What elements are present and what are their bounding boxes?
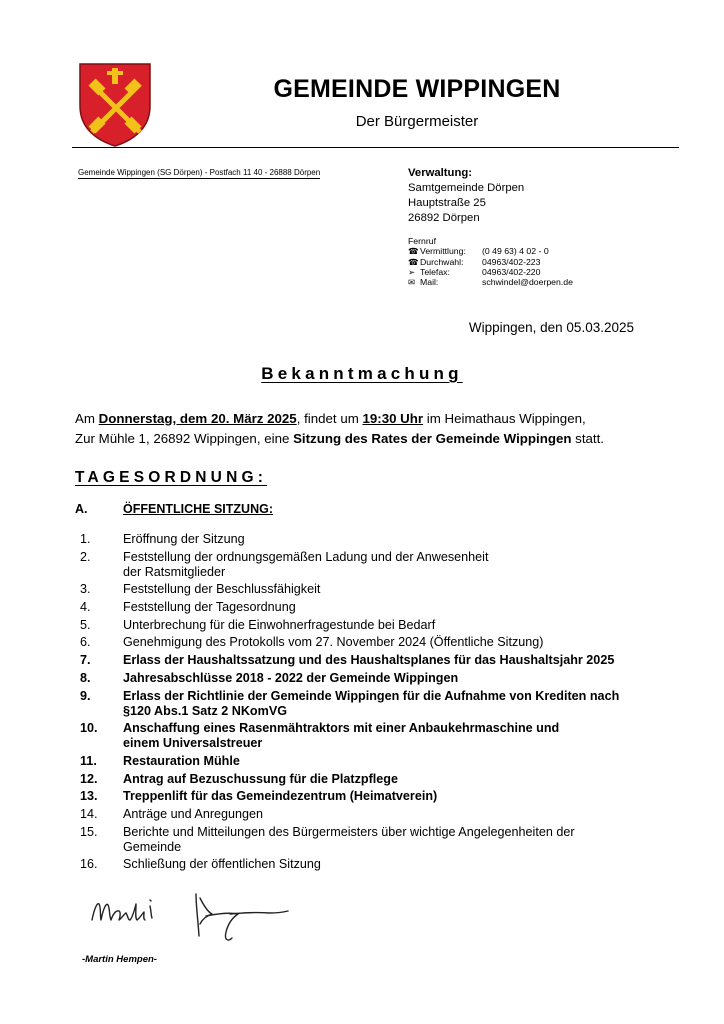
contact-label: Vermittlung: [420,246,466,257]
agenda-item-line: Antrag auf Bezuschussung für die Platzpflege [123,771,398,786]
fax-icon: ➢ [408,266,416,277]
agenda-item [80,653,680,668]
section-title: ÖFFENTLICHE SITZUNG: [123,502,273,516]
agenda-item-line: Feststellung der Tagesordnung [123,600,296,615]
agenda-item [80,772,680,787]
agenda-item [80,789,680,804]
agenda-item-number: 3. [80,582,91,597]
agenda-item-line: Erlass der Haushaltssatzung und des Haushaltsplanes für das Haushaltsjahr 2025 [123,653,615,668]
signatory-name: -Martin Hempen- [82,954,157,965]
meeting-name: Sitzung des Rates der Gemeinde Wippingen [293,431,572,446]
agenda-item-number: 9. [80,688,91,703]
contact-label: Telefax: [420,266,450,277]
agenda-item-line: Genehmigung des Protokolls vom 27. November 2024 (Öffentliche Sitzung) [123,635,544,650]
agenda-item-number: 5. [80,617,91,632]
agenda-item-number: 7. [80,653,91,668]
announcement-title-text: Bekanntmachung [261,364,463,383]
page-subtitle: Der Bürgermeister [355,113,479,130]
intro-text: Zur Mühle 1, 26892 Wippingen, eine [75,431,294,446]
agenda-item-line: Unterbrechung für die Einwohnerfragestunde bei Bedarf [123,617,436,632]
agenda-item-text [123,653,680,668]
contact-value: 04963/402-220 [482,266,541,277]
agenda-item [80,550,680,580]
contact-label: Durchwahl: [420,256,464,267]
contact-value: (0 49 63) 4 02 - 0 [482,246,549,257]
phone-icon: ☎ [408,246,419,257]
agenda-item-number: 11. [80,753,97,768]
section-letter: A. [75,502,88,516]
agenda-item-line: Anträge und Anregungen [123,806,264,821]
meeting-time: 19:30 Uhr [362,411,424,426]
mail-icon: ✉ [408,277,416,288]
address-line: Samtgemeinde Dörpen [408,182,525,194]
agenda-item-number: 6. [80,635,91,650]
agenda-item-text [123,671,680,686]
intro-text: , findet um [296,411,363,426]
agenda-item [80,857,680,872]
agenda-item [80,618,680,633]
agenda-item-number: 15. [80,824,98,839]
agenda-item [80,721,680,751]
agenda-item-text [123,618,680,633]
agenda-item [80,807,680,822]
contact-row [408,277,573,287]
signature [88,880,298,950]
sender-line: Gemeinde Wippingen (SG Dörpen) - Postfach 11 40 - 26888 Dörpen [78,168,321,177]
agenda-item-text [123,807,680,822]
agenda-item-text [123,789,680,804]
agenda-item [80,825,680,855]
agenda-item-number: 16. [80,857,98,872]
agenda-item-line: Schließung der öffentlichen Sitzung [123,857,321,872]
agenda-item-line: Erlass der Richtlinie der Gemeinde Wippingen für die Aufnahme von Krediten nach [123,688,620,703]
section-heading [75,502,273,516]
agenda-item-text [123,550,680,580]
agenda-item-line: Feststellung der Beschlussfähigkeit [123,582,321,597]
agenda-item [80,671,680,686]
agenda-item-text [123,721,680,751]
agenda-item-text [123,772,680,787]
contact-row [408,246,573,256]
phone-icon: ☎ [408,256,419,267]
contact-row [408,267,573,277]
agenda-item-number: 10. [80,721,98,736]
date-line: Wippingen, den 05.03.2025 [468,320,634,335]
contact-block [408,236,573,287]
agenda-item-number: 1. [80,532,91,546]
agenda-item [80,582,680,597]
intro-text: statt. [571,431,604,446]
agenda-item-number: 4. [80,600,91,615]
contact-label: Mail: [420,277,439,288]
agenda-item-line: Treppenlift für das Gemeindezentrum (Heimatverein) [123,789,438,804]
intro-text: im Heimathaus Wippingen, [423,411,586,426]
address-line: 26892 Dörpen [408,212,480,224]
agenda-heading: TAGESORDNUNG: [75,469,268,486]
agenda-item-text [123,600,680,615]
agenda-item [80,754,680,769]
agenda-item-number: 14. [80,806,98,821]
agenda-item-line: Gemeinde [123,839,182,854]
agenda-item-line: Berichte und Mitteilungen des Bürgermeisters über wichtige Angelegenheiten der [123,824,575,839]
agenda-item-number: 8. [80,670,91,685]
agenda-item-line: der Ratsmitglieder [123,564,226,579]
agenda-item-line: §120 Abs.1 Satz 2 NKomVG [123,703,288,718]
agenda-item-line: Eröffnung der Sitzung [123,532,245,546]
intro-paragraph [75,409,655,449]
agenda-item-text [123,532,680,547]
agenda-item-text [123,689,680,719]
administration-heading: Verwaltung: [408,167,473,179]
agenda-item [80,635,680,650]
agenda-item [80,689,680,719]
agenda-item-line: einem Universalstreuer [123,736,263,751]
agenda-item [80,532,680,547]
agenda-item-line: Anschaffung eines Rasenmähtraktors mit einer Anbaukehrmaschine und [123,721,560,736]
agenda-item-text [123,754,680,769]
agenda-item-number: 12. [80,771,98,786]
agenda-list [80,532,680,875]
contact-heading: Fernruf [408,236,437,246]
contact-value: 04963/402-223 [482,256,541,267]
announcement-title [0,364,724,384]
agenda-item-number: 2. [80,549,91,564]
agenda-item [80,600,680,615]
meeting-date: Donnerstag, dem 20. März 2025 [98,411,297,426]
agenda-item-text [123,825,680,855]
administration-address [408,166,524,226]
address-line: Hauptstraße 25 [408,197,486,209]
agenda-item-line: Feststellung der ordnungsgemäßen Ladung und der Anwesenheit [123,549,489,564]
agenda-item-line: Restauration Mühle [123,753,240,768]
agenda-item-text [123,582,680,597]
page-title: GEMEINDE WIPPINGEN [273,75,561,103]
contact-email[interactable]: schwindel@doerpen.de [482,277,573,288]
agenda-item-text [123,635,680,650]
contact-row [408,257,573,267]
agenda-item-line: Jahresabschlüsse 2018 - 2022 der Gemeinde Wippingen [123,670,459,685]
agenda-item-number: 13. [80,789,98,804]
intro-text: Am [75,411,99,426]
agenda-item-text [123,857,680,872]
header-divider [72,147,679,148]
